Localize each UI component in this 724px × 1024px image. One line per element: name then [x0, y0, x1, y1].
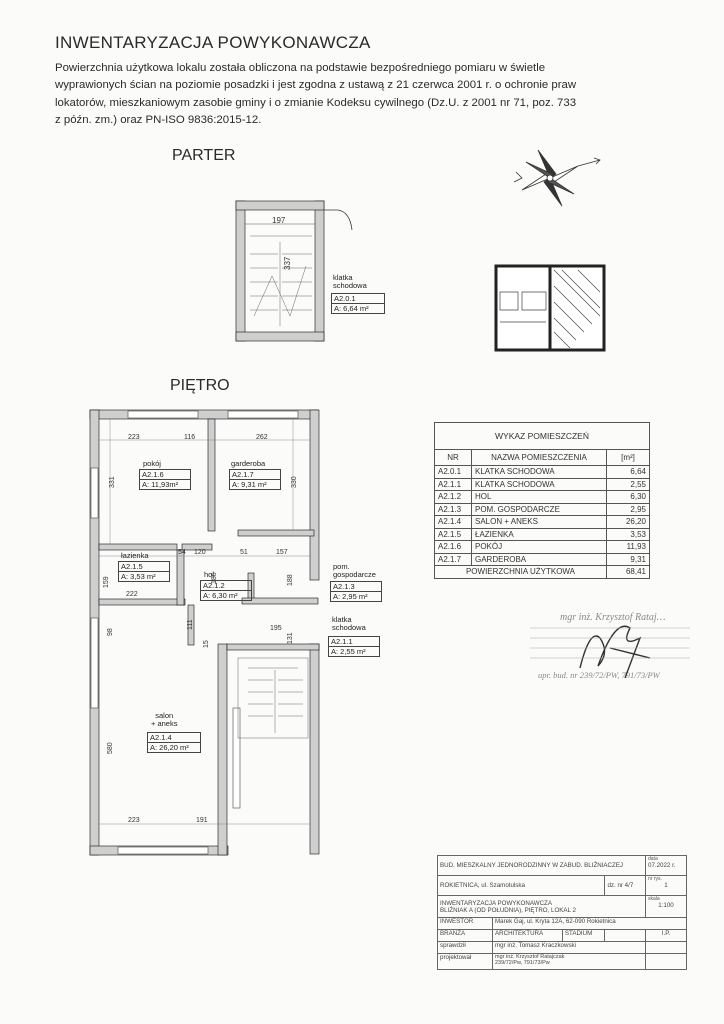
tb-investor: Marek Gaj, ul. Kryta 12A, 62-090 Rokietnica: [493, 918, 687, 930]
room-salon-name: salon + aneks: [151, 711, 178, 728]
dim-hol-d: 157: [276, 549, 288, 556]
dim-hol-b: 120: [194, 549, 206, 556]
room-hol-name: hol: [204, 570, 215, 579]
table-cell: A2.0.1: [435, 466, 472, 479]
table-cell: 6,30: [607, 491, 650, 504]
parter-room-area: A: 6,64 m²: [334, 304, 369, 313]
rooms-total-label: POWIERZCHNIA UŻYTKOWA: [435, 566, 607, 579]
table-cell: A2.1.7: [435, 553, 472, 566]
table-row: [435, 516, 650, 529]
table-cell: POKÓJ: [472, 541, 607, 554]
room-pom-area: A: 2,95 m²: [333, 592, 368, 601]
intro-paragraph: Powierzchnia użytkowa lokalu została obliczona na podstawie bezpośredniego pomiaru w świetle wyprawionych ścian na poziomie posadzki i jest zgodna z ustawą z 21 czerwca 2001 r. o ochronie praw lokatorów, mieszkaniowym zasobie gminy i o zmianie Kodeksu cywilnego (Dz.U. z 2001 nr 71, poz. 733 z późn. zm.) oraz PN-ISO 9836:2015-12.: [55, 62, 577, 126]
dim-klatka-h: 131: [287, 632, 294, 644]
pietro-label: PIĘTRO: [170, 377, 230, 394]
table-row: [435, 528, 650, 541]
parter-room-name: klatka schodowa: [333, 273, 367, 290]
tb-prepared-label: sprawdził: [438, 942, 493, 954]
table-cell: 2,95: [607, 503, 650, 516]
tb-plot: dz. nr 4/7: [605, 876, 646, 896]
table-cell: 11,93: [607, 541, 650, 554]
room-klatka-code: A2.1.1: [329, 637, 379, 647]
tb-date-label: data: [648, 856, 658, 862]
room-pom-box: [330, 581, 382, 602]
room-pokoj-name: pokój: [143, 459, 161, 468]
tb-branch-label: BRANŻA: [438, 930, 493, 942]
rooms-table-header-area: [m²]: [607, 450, 650, 466]
room-klatka-box: [328, 636, 380, 657]
dim-top-c: 262: [256, 434, 268, 441]
table-row: [435, 503, 650, 516]
table-cell: KLATKA SCHODOWA: [472, 478, 607, 491]
compass-icon: [508, 148, 608, 208]
dim-top-b: 116: [184, 434, 196, 441]
dim-hol-e: 15: [203, 640, 210, 648]
dim-hol-a: 54: [178, 549, 186, 556]
room-garderoba-area: A: 9,31 m²: [232, 480, 267, 489]
room-salon-box: [147, 732, 201, 753]
tb-date: 07.2022 r.: [648, 862, 676, 869]
room-salon-code: A2.1.4: [148, 733, 200, 743]
dim-salon-h2: 580: [107, 742, 114, 754]
rooms-total-value: 68,41: [607, 566, 650, 579]
dim-hol-c: 51: [240, 549, 248, 556]
signature-icon: [520, 608, 700, 688]
room-klatka-name: klatka schodowa: [332, 615, 366, 632]
table-cell: A2.1.6: [435, 541, 472, 554]
stamp-line1: mgr inż. Krzysztof Rataj…: [560, 612, 666, 623]
table-cell: POM. GOSPODARCZE: [472, 503, 607, 516]
table-cell: A2.1.4: [435, 516, 472, 529]
rooms-table: [434, 422, 650, 579]
table-cell: A2.1.2: [435, 491, 472, 504]
pietro-plan: [88, 408, 338, 858]
tb-object: BUD. MIESZKALNY JEDNORODZINNY W ZABUD. BLIŹNIACZEJ: [438, 856, 646, 876]
table-cell: SALON + ANEKS: [472, 516, 607, 529]
table-cell: 3,53: [607, 528, 650, 541]
tb-stage-label: STADIUM: [562, 930, 605, 942]
table-cell: 6,64: [607, 466, 650, 479]
table-cell: ŁAZIENKA: [472, 528, 607, 541]
table-row: [435, 466, 650, 479]
room-lazienka-box: [118, 561, 170, 582]
table-cell: A2.1.5: [435, 528, 472, 541]
dim-garderoba-h: 330: [291, 476, 298, 488]
room-pom-code: A2.1.3: [331, 582, 381, 592]
room-hol-box: [200, 580, 252, 601]
parter-room-box: [331, 293, 385, 314]
title-block: [437, 855, 687, 970]
parter-dim-width: 197: [272, 216, 286, 225]
tb-stage: I.P.: [646, 930, 687, 942]
parter-room-code: A2.0.1: [332, 294, 384, 304]
table-cell: GARDEROBA: [472, 553, 607, 566]
table-row: [435, 478, 650, 491]
parter-dim-height: 337: [283, 256, 292, 270]
dim-pokoj-h: 331: [109, 476, 116, 488]
tb-designer-label: projektował: [438, 954, 493, 970]
tb-investor-label: INWESTOR: [438, 918, 493, 930]
room-hol-area: A: 6,30 m²: [203, 591, 238, 600]
dim-bottom-a: 223: [128, 817, 140, 824]
room-pokoj-area: A: 11,93m²: [142, 480, 179, 489]
room-garderoba-name: garderoba: [231, 459, 266, 468]
dim-bottom-b: 191: [196, 817, 208, 824]
room-garderoba-code: A2.1.7: [230, 470, 280, 480]
room-hol-code: A2.1.2: [201, 581, 251, 591]
room-salon-area: A: 26,20 m²: [150, 743, 189, 752]
tb-sheet-label: nr rys.: [648, 876, 662, 882]
table-cell: 26,20: [607, 516, 650, 529]
dim-hol-w2: 111: [187, 619, 194, 630]
dim-pom-h: 188: [287, 574, 294, 586]
room-lazienka-area: A: 3,53 m²: [121, 572, 156, 581]
tb-address: ROKIETNICA, ul. Szamotulska: [438, 876, 605, 896]
rooms-table-header-name: NAZWA POMIESZCZENIA: [472, 450, 607, 466]
page-title: INWENTARYZACJA POWYKONAWCZA: [55, 33, 371, 52]
dim-klatka-w: 195: [270, 625, 282, 632]
tb-scale: 1:100: [658, 902, 674, 909]
room-pokoj-code: A2.1.6: [140, 470, 190, 480]
dim-hol-h: 186: [211, 572, 218, 584]
table-cell: A2.1.1: [435, 478, 472, 491]
table-total-row: [435, 566, 650, 579]
tb-prepared: mgr inż. Tomasz Kraczkowski: [493, 942, 646, 954]
table-row: [435, 491, 650, 504]
key-plan: [492, 262, 612, 354]
tb-drawing-title: INWENTARYZACJA POWYKONAWCZA BLIŹNIAK A (OD POŁUDNIA), PIĘTRO, LOKAL 2: [438, 896, 646, 918]
signature-stamp: [520, 608, 700, 688]
tb-branch: ARCHITEKTURA: [493, 930, 563, 942]
room-klatka-area: A: 2,55 m²: [331, 647, 366, 656]
table-cell: HOL: [472, 491, 607, 504]
dim-laz-w: 222: [126, 591, 138, 598]
stamp-line2: upr. bud. nr 239/72/PW, 791/73/PW: [538, 670, 660, 680]
rooms-table-header-nr: NR: [435, 450, 472, 466]
room-pokoj-box: [139, 469, 191, 490]
dim-laz-h: 159: [103, 576, 110, 588]
tb-designer: mgr inż. Krzysztof Ratajczak 239/72/Pw, 791/73/Pw: [493, 954, 646, 970]
table-cell: KLATKA SCHODOWA: [472, 466, 607, 479]
dim-salon-h: 98: [107, 628, 114, 636]
parter-label: PARTER: [172, 147, 236, 164]
rooms-table-caption: WYKAZ POMIESZCZEŃ: [435, 423, 650, 450]
table-cell: A2.1.3: [435, 503, 472, 516]
dim-top-a: 223: [128, 434, 140, 441]
room-garderoba-box: [229, 469, 281, 490]
room-pom-name: pom. gospodarcze: [333, 562, 376, 579]
table-row: [435, 541, 650, 554]
room-lazienka-name: łazienka: [121, 551, 149, 560]
tb-scale-label: skala: [648, 896, 660, 902]
table-row: [435, 553, 650, 566]
table-cell: 2,55: [607, 478, 650, 491]
table-cell: 9,31: [607, 553, 650, 566]
parter-plan: [228, 196, 408, 346]
tb-sheet: 1: [664, 882, 668, 889]
room-lazienka-code: A2.1.5: [119, 562, 169, 572]
